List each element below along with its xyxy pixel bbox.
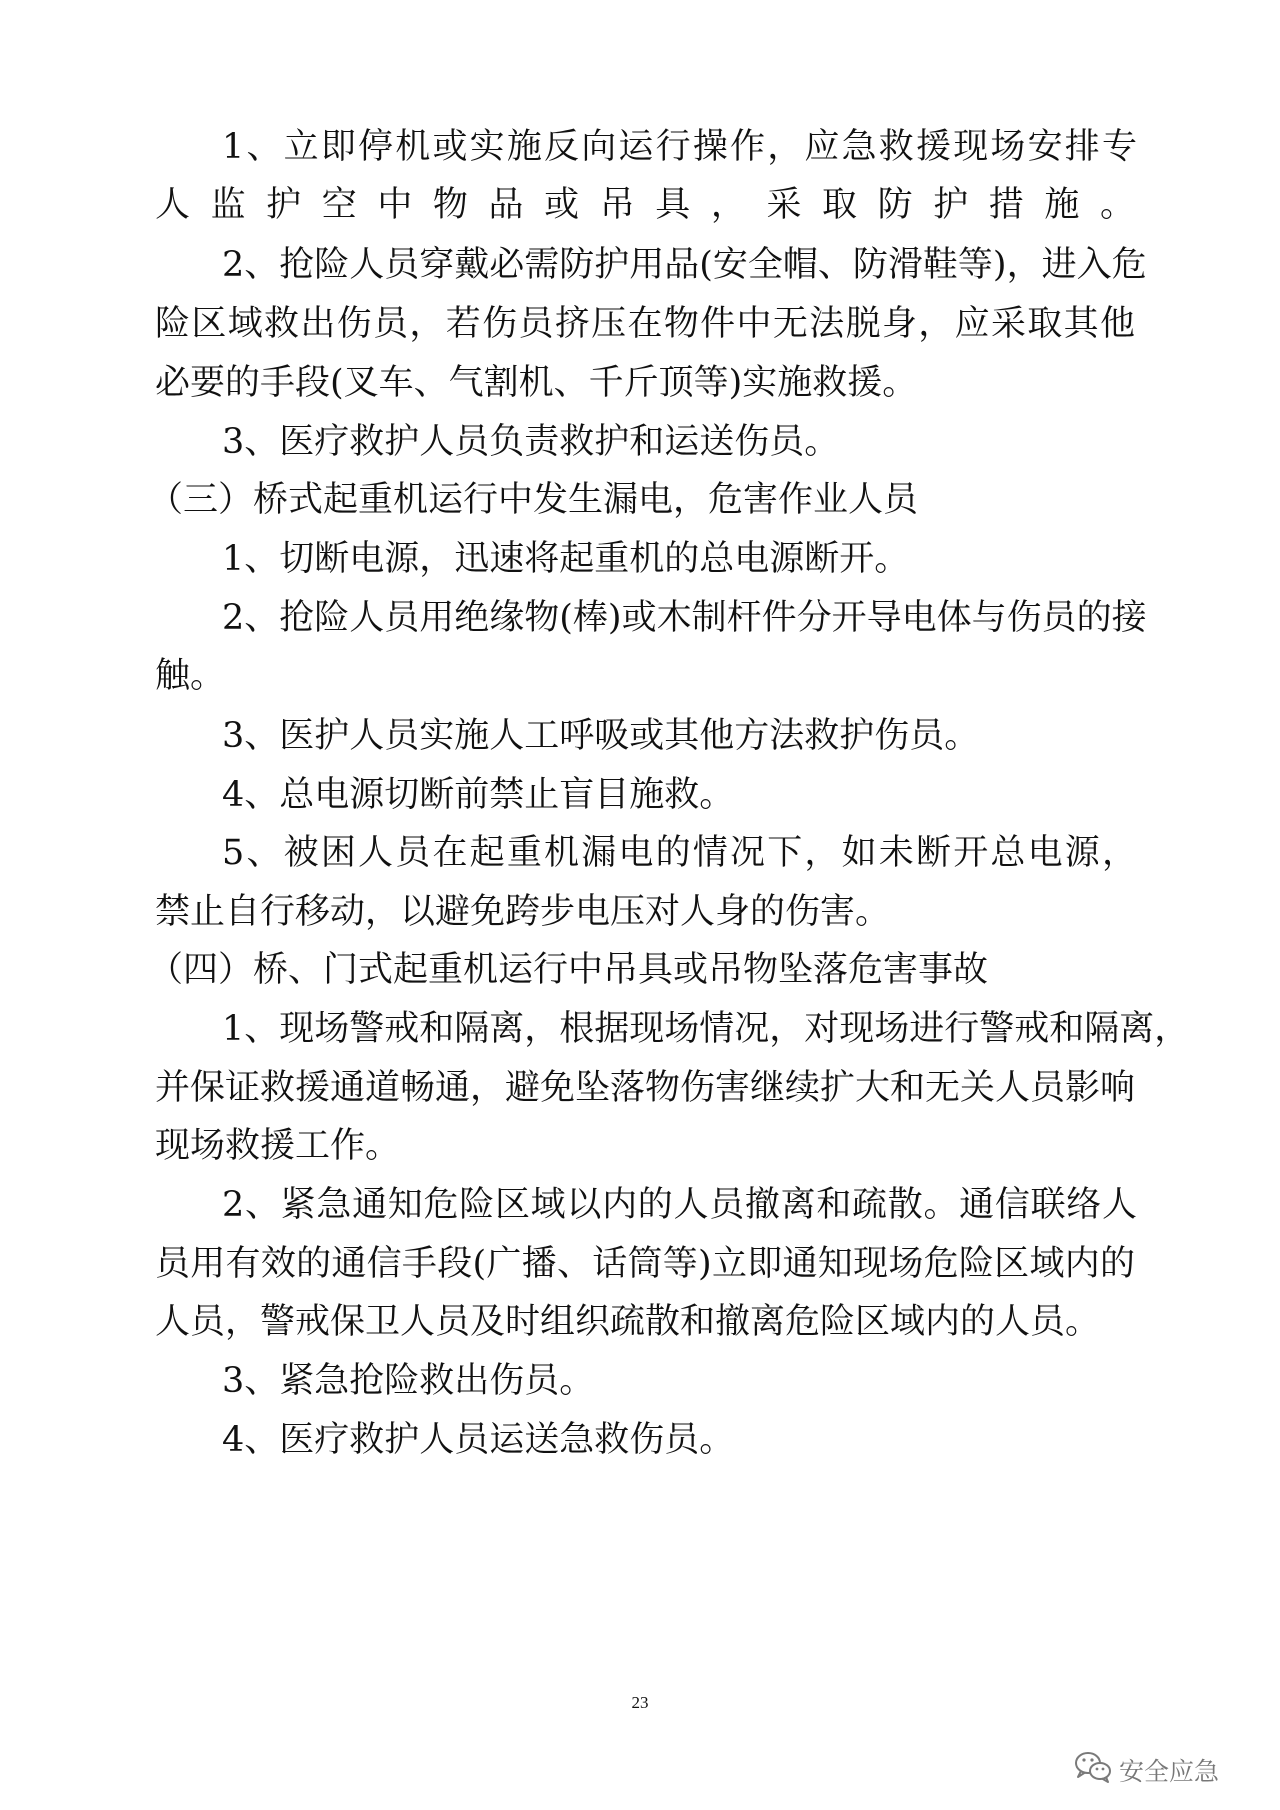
text-line: 必要的手段(叉车、气割机、千斤顶等)实施救援。 bbox=[155, 363, 918, 403]
page-number: 23 bbox=[631, 1693, 649, 1712]
text-line: 3、医疗救护人员负责救护和运送伤员。 bbox=[222, 422, 840, 462]
text-line: 险区域救出伤员，若伤员挤压在物件中无法脱身，应采取其他 bbox=[155, 304, 1135, 344]
text-line: 禁止自行移动，以避免跨步电压对人身的伤害。 bbox=[155, 892, 891, 932]
section-heading: （三）桥式起重机运行中发生漏电，危害作业人员 bbox=[148, 480, 919, 520]
text-line: 1、现场警戒和隔离，根据现场情况，对现场进行警戒和隔离， bbox=[222, 1009, 1190, 1049]
text-line: 3、紧急抢险救出伤员。 bbox=[222, 1361, 595, 1401]
text-line: 4、医疗救护人员运送急救伤员。 bbox=[222, 1420, 735, 1460]
text-line: 2、紧急通知危险区域以内的人员撤离和疏散。通信联络人 bbox=[222, 1185, 1137, 1225]
text-line: 2、抢险人员穿戴必需防护用品(安全帽、防滑鞋等)，进入危 bbox=[222, 245, 1147, 285]
text-line: 1、立即停机或实施反向运行操作，应急救援现场安排专 bbox=[222, 127, 1137, 167]
text-line: 并保证救援通道畅通，避免坠落物伤害继续扩大和无关人员影响 bbox=[155, 1068, 1136, 1108]
text-line: 1、切断电源，迅速将起重机的总电源断开。 bbox=[222, 539, 910, 579]
text-line: 5、被困人员在起重机漏电的情况下，如未断开总电源， bbox=[222, 833, 1137, 873]
text-line: 现场救援工作。 bbox=[155, 1126, 401, 1166]
wechat-icon bbox=[1073, 1749, 1113, 1791]
text-line: 人员，警戒保卫人员及时组织疏散和撤离危险区域内的人员。 bbox=[155, 1302, 1101, 1342]
text-line: 4、总电源切断前禁止盲目施救。 bbox=[222, 775, 735, 815]
text-line: 人监护空中物品或吊具，采取防护措施。 bbox=[155, 185, 1135, 225]
section-heading: （四）桥、门式起重机运行中吊具或吊物坠落危害事故 bbox=[148, 950, 989, 990]
text-line: 2、抢险人员用绝缘物(棒)或木制杆件分开导电体与伤员的接 bbox=[222, 598, 1147, 638]
watermark bbox=[1073, 1750, 1219, 1790]
text-line: 触。 bbox=[155, 656, 226, 696]
text-line: 员用有效的通信手段(广播、话筒等)立即通知现场危险区域内的 bbox=[155, 1244, 1135, 1284]
text-line: 3、医护人员实施人工呼吸或其他方法救护伤员。 bbox=[222, 716, 980, 756]
watermark-text: 安全应急 bbox=[1119, 1757, 1220, 1786]
